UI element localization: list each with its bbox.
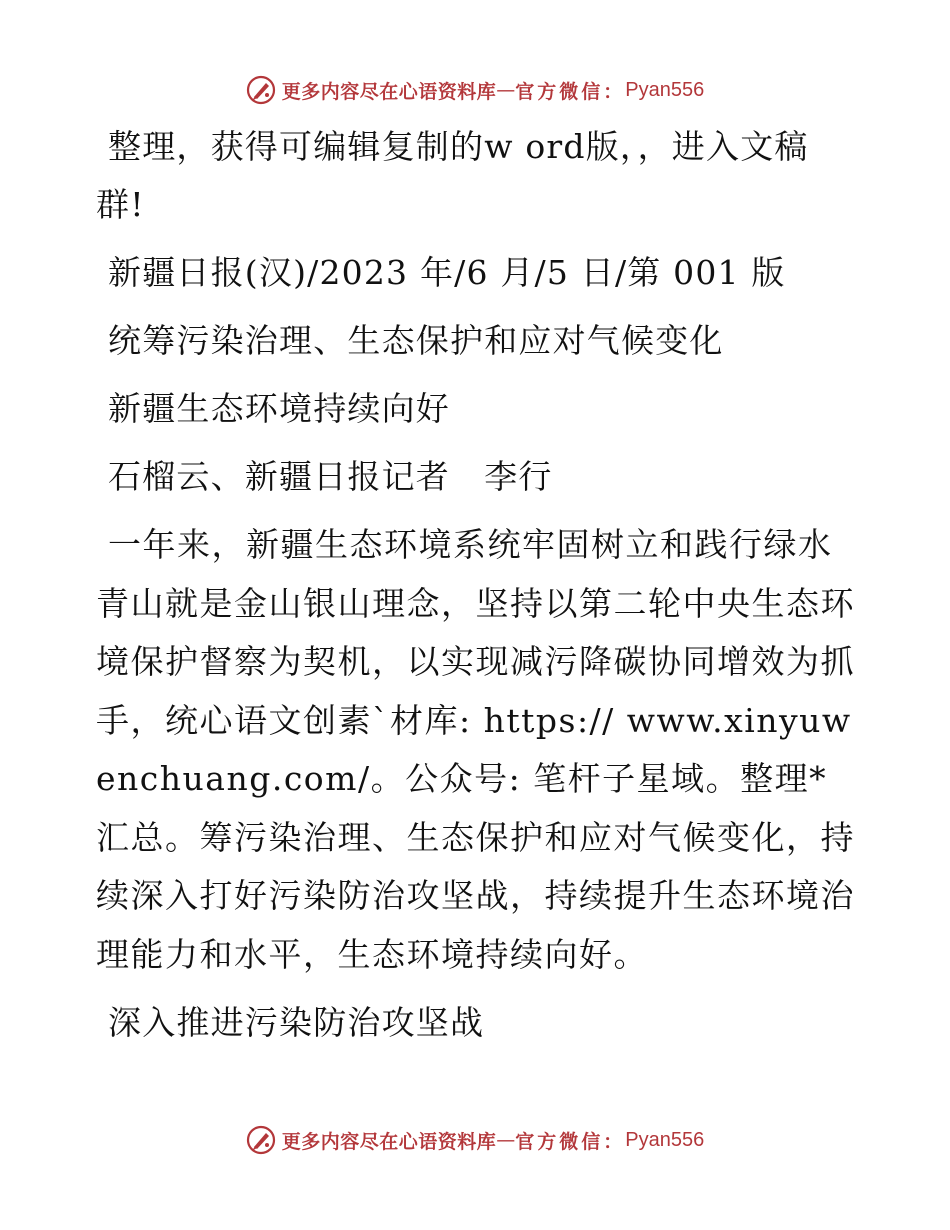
quill-pen-logo-icon [246,75,276,105]
document-body [96,118,856,1062]
subheading: 深入推进污染防治攻坚战 [108,1003,485,1042]
footer-wechat-label: 官方微信： [515,1130,626,1153]
footer-banner [0,1120,950,1160]
banner-wechat-label: 官方微信： [515,80,626,103]
banner-slogan: 更多内容尽在心语资料库 [281,80,497,103]
footer-wechat-id: Pyan556 [625,1128,705,1151]
intro-paragraph: 整理，获得可编辑复制的w ord版，，进入文稿群! [96,127,809,224]
banner-dash: — [496,79,516,101]
header-banner [0,70,950,110]
banner-wechat-id: Pyan556 [625,78,705,101]
footer-slogan: 更多内容尽在心语资料库 [281,1130,497,1153]
source-line: 新疆日报(汉)/2023 年/6 月/5 日/第 001 版 [108,253,786,292]
quill-pen-logo-icon [246,1125,276,1155]
footer-dash: — [496,1129,516,1151]
headline-secondary: 新疆生态环境持续向好 [108,389,450,428]
byline: 石榴云、新疆日报记者 李行 [108,457,553,496]
body-paragraph: 一年来，新疆生态环境系统牢固树立和践行绿水青山就是金山银山理念，坚持以第二轮中央生态环境保护督察为契机，以实现减污降碳协同增效为抓手，统心语文创素`材库: https:// www.xinyuwenchuang.com/。公众号: 笔杆子星域。整理*汇总。筹污染治理、生态保护和应对气候变化，持续深入打好污染防治攻坚战，持续提升生态环境治理能力和水平，生态环境持续向好。 [96,525,855,974]
headline-primary: 统筹污染治理、生态保护和应对气候变化 [108,321,724,360]
